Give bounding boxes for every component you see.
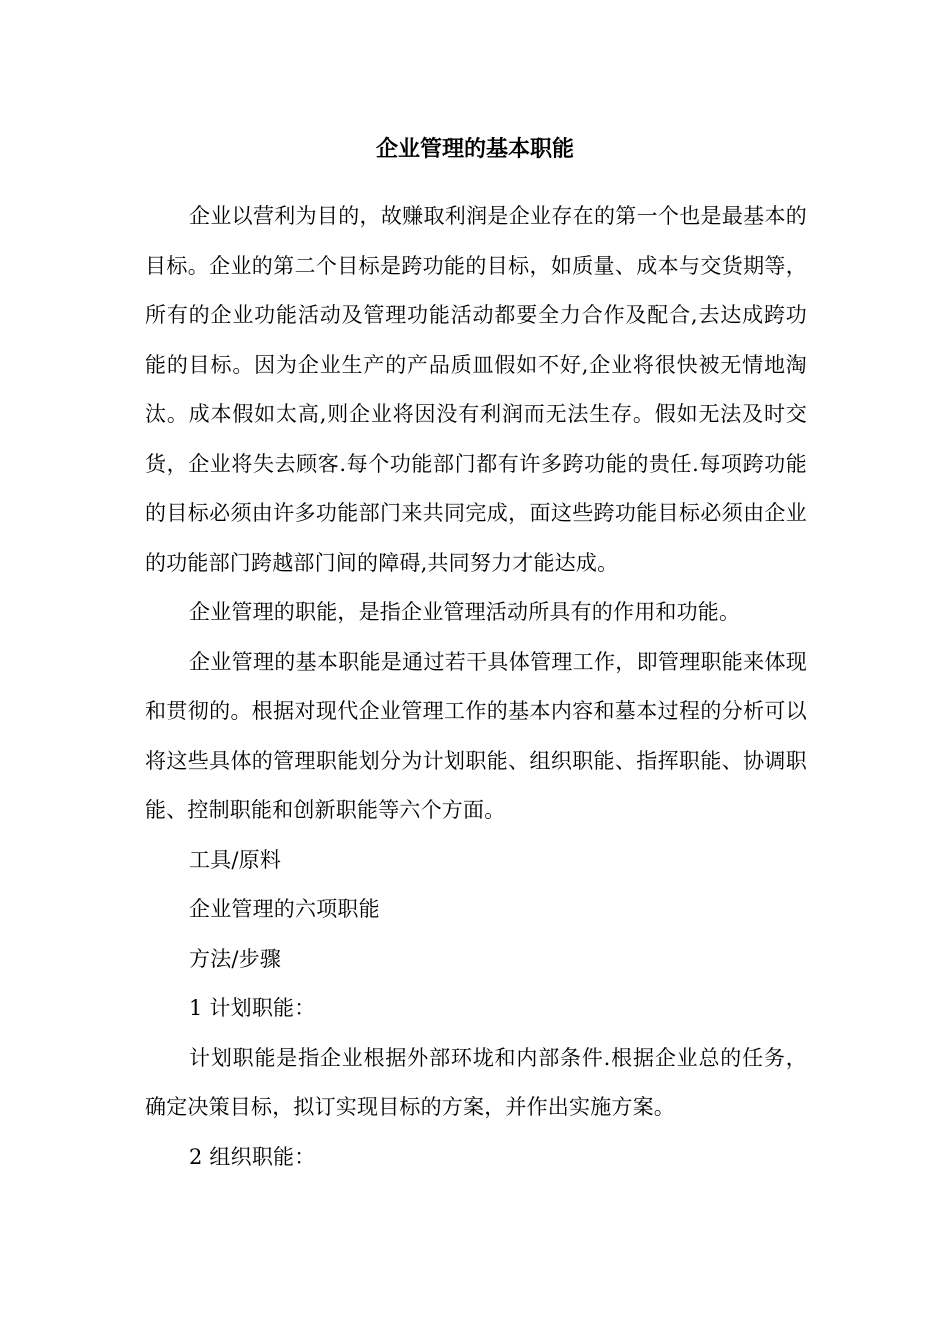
paragraph-planning-body: 计划职能是指企业根据外部环垅和内部条件.根据企业总的任务，确定决策目标，拟订实现目标的方案，并作出实施方案。 [145, 1045, 807, 1119]
paragraph-definition: 企业管理的职能，是指企业管理活动所具有的作用和功能。 [189, 600, 741, 624]
document-title: 企业管理的基本职能 [375, 136, 574, 162]
paragraph-basic-functions: 企业管理的基本职能是通过若干具体管理工作，即管理职能来体现和贯彻的。根据对现代企业管理工作的基本内容和墓本过程的分析可以将这些具体的管理职能划分为计划职能、组织职能、指挥职能、协调职能、控制职能和创新职能等六个方面。 [145, 649, 807, 822]
paragraph-steps-heading: 方法/步骤 [189, 946, 282, 971]
document-body [145, 192, 807, 1182]
paragraph-tools-heading: 工具/原料 [189, 847, 282, 872]
paragraph-planning-heading: 1 计划职能： [189, 996, 316, 1020]
paragraph-intro: 企业以营利为目的，故赚取利润是企业存在的第一个也是最基本的目标。企业的第二个目标是跨功能的目标，如质量、成本与交货期等，所有的企业功能活动及管理功能活动都要全力合作及配合,去达成跨功能的目标。因为企业生产的产品质皿假如不好,企业将很快被无情地淘汰。成本假如太高,则企业将因没有利润而无法生存。假如无法及时交货，企业将失去顾客.每个功能部门都有许多跨功能的贵任.每项跨功能的目标必须由许多功能部门来共同完成，面这些跨功能目标必须由企业的功能部门跨越部门间的障碍,共同努力才能达成。 [145, 204, 807, 575]
paragraph-organizing-heading: 2 组织职能： [189, 1144, 316, 1169]
paragraph-six-functions: 企业管理的六项职能 [189, 897, 380, 921]
